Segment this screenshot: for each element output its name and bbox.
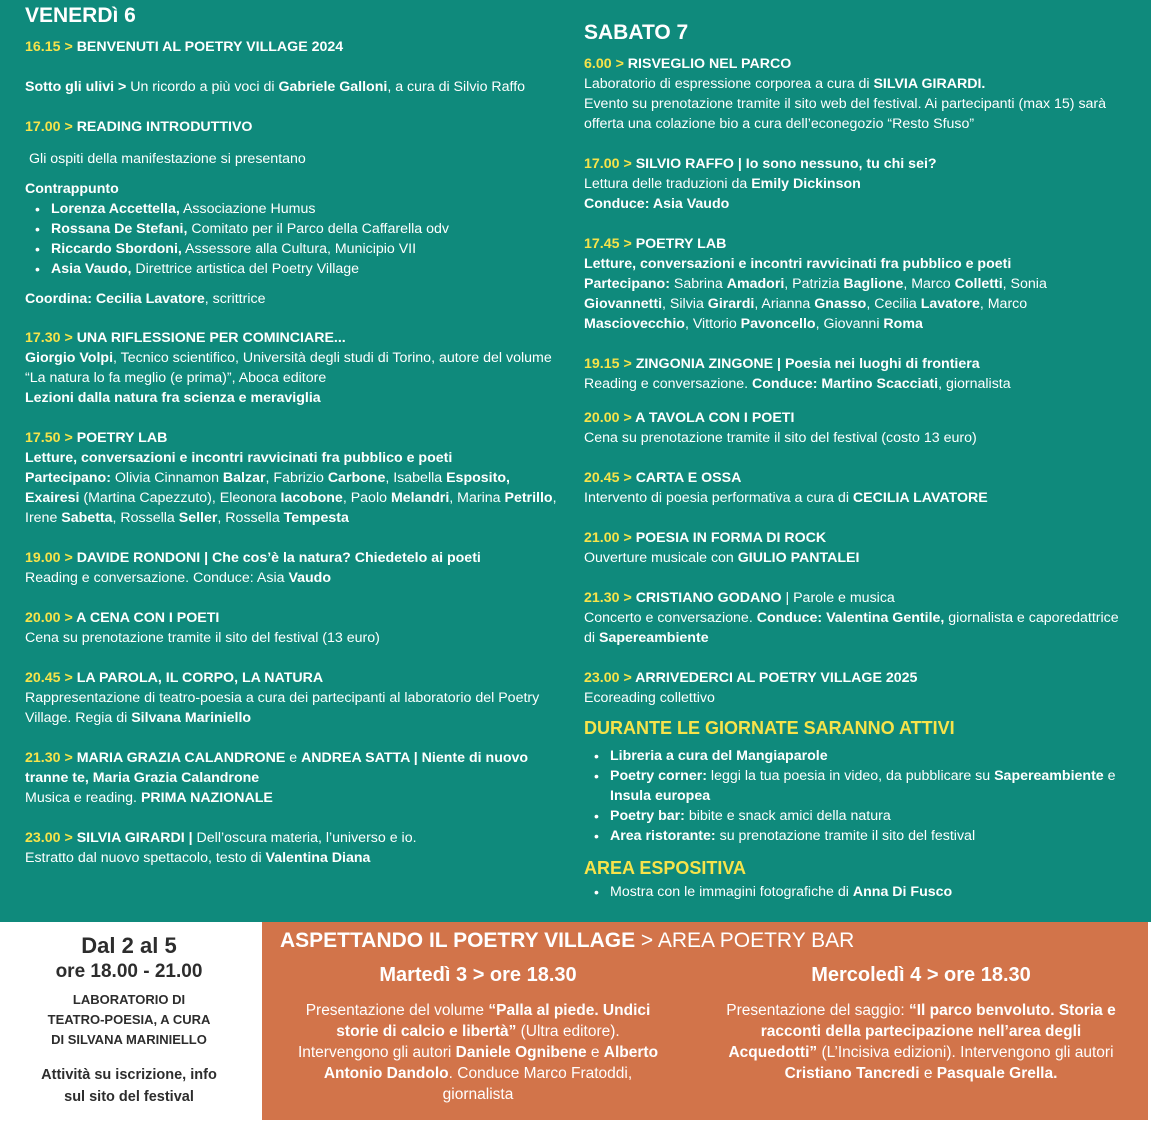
event-text: Cena su prenotazione tramite il sito del festival (costo 13 euro) — [584, 430, 977, 446]
friday-event-2: Sotto gli ulivi > Un ricordo a più voci di Gabriele Galloni, a cura di Silvio Raffo — [25, 79, 526, 95]
event-text: Dell’oscura materia, l’universo e io. — [192, 830, 417, 846]
event-text: Rappresentazione di teatro-poesia a cura dei partecipanti al laboratorio del Poetry Village. Regia di — [25, 690, 540, 726]
name: Girardi — [707, 296, 755, 312]
expo-title: AREA ESPOSITIVA — [584, 858, 747, 878]
friday-event-3: 17.00 > READING INTRODUTTIVO Gli ospiti della manifestazione si presentano Contrappunto • Lorenza Accettella, Associazione Humus • Rossana De Stefani, Comitato per il Parco della Caffarella odv • Riccardo Sbordoni, Assessore alla Cultura, Municipio VII • Asia Vaudo, Direttrice artistica del Poetry Village Coordina: Cecilia Lavatore, scrittrice — [25, 117, 560, 309]
event-text: Laboratorio di espressione corporea a cura di — [584, 76, 874, 92]
event-title: SILVIO RAFFO | Io sono nessuno, tu chi sei? — [635, 156, 937, 172]
text: , Marina — [449, 490, 505, 506]
workshop-dates: Dal 2 al 5 — [81, 933, 177, 958]
name: Iacobone — [280, 490, 343, 506]
event-person: Giorgio Volpi — [25, 350, 114, 366]
active-title: DURANTE LE GIORNATE SARANNO ATTIVI — [584, 718, 955, 738]
name: Tempesta — [283, 510, 349, 526]
event-person: CECILIA LAVATORE — [852, 490, 988, 506]
event-title: CRISTIANO GODANO — [635, 590, 782, 606]
event-text: Un ricordo a più voci di — [130, 79, 275, 95]
event-title: DAVIDE RONDONI | Che cos’è la natura? Chiedetelo ai poeti — [76, 550, 481, 566]
name: Gnasso — [814, 296, 867, 312]
saturday-event-6: 20.45 > CARTA E OSSA Intervento di poesia performativa a cura di CECILIA LAVATORE — [584, 470, 988, 506]
name: Amadori — [726, 276, 785, 292]
event-person: Gabriele Galloni — [278, 79, 388, 95]
saturday-event-4: 19.15 > ZINGONIA ZINGONE | Poesia nei luoghi di frontiera Reading e conversazione. Conduce: Martino Scacciati, giornalista — [584, 356, 1011, 392]
friday-event-6: 19.00 > DAVIDE RONDONI | Che cos’è la natura? Chiedetelo ai poeti Reading e conversazione. Conduce: Asia Vaudo — [25, 550, 481, 586]
list-item — [33, 259, 560, 279]
label: Partecipano: — [584, 276, 670, 292]
name: Petrillo — [504, 490, 553, 506]
name: Carbone — [327, 470, 386, 486]
event-time: 17.45 — [584, 236, 620, 252]
event-time: 17.00 — [25, 119, 61, 135]
text: (Martina Capezzuto), Eleonora — [79, 490, 281, 506]
event-title: POESIA IN FORMA DI ROCK — [635, 530, 827, 546]
list-item — [33, 219, 560, 239]
event-text: Lettura delle traduzioni da — [584, 176, 752, 192]
event-text: , a cura di Silvio Raffo — [387, 79, 526, 95]
saturday-event-1: 6.00 > RISVEGLIO NEL PARCO Laboratorio di espressione corporea a cura di SILVIA GIRARDI. Evento su prenotazione tramite il sito web del festival. Ai partecipanti (max 15) sarà offerta una colazione bio a cura dell’econegozio “Resto Sfuso” — [584, 54, 1129, 134]
name: Lavatore — [920, 296, 980, 312]
text: , Paolo — [342, 490, 391, 506]
event-text: , Tecnico scientifico, Università degli studi di Torino, autore del volume “La natura lo fa meglio (e prima)”, Aboca editore — [25, 350, 552, 386]
workshop-box — [0, 922, 258, 1124]
text: Presentazione del volume — [305, 1002, 489, 1019]
event-text: e — [285, 750, 302, 766]
item-text: Mostra con le immagini fotografiche di — [610, 884, 853, 900]
name: Masciovecchio — [584, 316, 685, 332]
title-main: ASPETTANDO IL POETRY VILLAGE — [280, 929, 636, 952]
text: , Arianna — [754, 296, 815, 312]
friday-title: VENERDì 6 — [25, 4, 136, 27]
text: e — [919, 1065, 937, 1082]
text: , Silvia — [662, 296, 708, 312]
event-title: SILVIA GIRARDI | — [76, 830, 193, 846]
text: , Marco — [903, 276, 955, 292]
name: Sabetta — [61, 510, 113, 526]
event-text: Intervento di poesia performativa a cura di — [584, 490, 853, 506]
event-subtitle: Letture, conversazioni e incontri ravvicinati fra pubblico e poeti — [584, 256, 1012, 272]
event-person: GIULIO PANTALEI — [737, 550, 860, 566]
item-label: Area ristorante: — [610, 828, 716, 844]
item-label: Anna Di Fusco — [852, 884, 953, 900]
event-desc — [290, 1000, 666, 1105]
event-time: 20.45 — [584, 470, 620, 486]
event-time: 17.00 — [584, 156, 620, 172]
event-host: Conduce: Martino Scacciati — [752, 376, 939, 392]
event-text: Reading e conversazione. — [584, 376, 752, 392]
item-text: su prenotazione tramite il sito del festival — [715, 828, 976, 844]
workshop-desc — [0, 990, 258, 1050]
friday-event-4: 17.30 > UNA RIFLESSIONE PER COMINCIARE... Giorgio Volpi, Tecnico scientifico, Università degli studi di Torino, autore del volume “La natura lo fa meglio (e prima)”, Aboca editore Lezioni dalla natura fra scienza e meraviglia — [25, 330, 552, 406]
event-title: LA PAROLA, IL CORPO, LA NATURA — [76, 670, 324, 686]
book-title: “Il parco benvoluto. Storia e racconti della partecipazione nell’area degli Acquedotti” — [728, 1002, 1116, 1061]
friday-event-1: 16.15 > BENVENUTI AL POETRY VILLAGE 2024 — [25, 39, 344, 55]
label: Partecipano: — [25, 470, 111, 486]
event-text: , giornalista — [938, 376, 1011, 392]
list-item — [592, 806, 1129, 826]
event-text: Ecoreading collettivo — [584, 690, 715, 706]
event-badge: PRIMA NAZIONALE — [140, 790, 273, 806]
author: Alberto Antonio Dandolo — [323, 1044, 659, 1082]
author: Daniele Ognibene — [455, 1044, 587, 1061]
list-item — [33, 199, 560, 219]
event-time: 20.00 — [25, 610, 61, 626]
event-date: Martedì 3 > ore 18.30 — [379, 964, 577, 986]
event-host: Conduce: Asia Vaudo — [584, 196, 730, 212]
list-item — [33, 239, 560, 259]
workshop-note-line: sul sito del festival — [64, 1089, 194, 1105]
workshop-desc-line: LABORATORIO DI — [72, 992, 186, 1007]
workshop-desc-line: DI SILVANA MARINIELLO — [51, 1032, 207, 1047]
author: Cristiano Tancredi — [784, 1065, 920, 1082]
event-title: A CENA CON I POETI — [76, 610, 220, 626]
event-title: UNA RIFLESSIONE PER COMINCIARE... — [76, 330, 346, 346]
name: Colletti — [954, 276, 1003, 292]
saturday-event-8: 21.30 > CRISTIANO GODANO | Parole e musica Concerto e conversazione. Conduce: Valentina Gentile, giornalista e caporedattrice di Sapereambiente — [584, 590, 1119, 646]
event-text: | Parole e musica — [781, 590, 895, 606]
workshop-note — [0, 1064, 258, 1108]
workshop-hours: ore 18.00 - 21.00 — [55, 961, 203, 982]
event-text: Evento su prenotazione tramite il sito web del festival. Ai partecipanti (max 15) sarà offerta una colazione bio a cura dell’econegozio “Resto Sfuso” — [584, 96, 1107, 132]
event-text: giornalista e caporedattrice di — [584, 610, 1119, 646]
item-label: Libreria a cura del Mangiaparole — [610, 748, 828, 764]
text: , Isabella — [385, 470, 447, 486]
person-name: Asia Vaudo, — [51, 261, 132, 277]
workshop-desc-line: TEATRO-POESIA, A CURA — [47, 1012, 211, 1027]
poetry-bar-box — [262, 922, 1148, 1120]
person-name: Riccardo Sbordoni, — [51, 241, 182, 257]
saturday-event-5: 20.00 > A TAVOLA CON I POETI Cena su prenotazione tramite il sito del festival (costo 13 euro) — [584, 408, 1129, 448]
text: e — [586, 1044, 604, 1061]
event-text: Gli ospiti della manifestazione si presentano — [29, 151, 306, 167]
event-title: POETRY LAB — [635, 236, 727, 252]
person-role: Direttrice artistica del Poetry Village — [135, 261, 360, 277]
saturday-event-9: 23.00 > ARRIVEDERCI AL POETRY VILLAGE 2025 Ecoreading collettivo — [584, 668, 1129, 708]
name: Melandri — [390, 490, 450, 506]
event-title: ANDREA SATTA | Niente di nuovo tranne te, Maria Grazia Calandrone — [25, 750, 529, 786]
event-desc — [718, 1000, 1124, 1084]
item-text: bibite e snack amici della natura — [684, 808, 891, 824]
list-item — [592, 826, 1129, 846]
event-time: 21.30 — [584, 590, 620, 606]
event-time: 6.00 — [584, 56, 612, 72]
item-text: leggi la tua poesia in video, da pubblicare su — [706, 768, 995, 784]
event-org: Sapereambiente — [598, 630, 709, 646]
event-time: 20.00 — [584, 410, 620, 426]
event-title: MARIA GRAZIA CALANDRONE — [76, 750, 286, 766]
author: Pasquale Grella. — [936, 1065, 1058, 1082]
friday-event-9: 21.30 > MARIA GRAZIA CALANDRONE e ANDREA SATTA | Niente di nuovo tranne te, Maria Grazia Calandrone Musica e reading. PRIMA NAZIONALE — [25, 750, 529, 806]
saturday-title: SABATO 7 — [584, 21, 689, 44]
text: , Irene — [25, 490, 557, 526]
expo-list — [592, 882, 1129, 902]
saturday-event-7: 21.00 > POESIA IN FORMA DI ROCK Ouverture musicale con GIULIO PANTALEI — [584, 530, 860, 566]
title-sub: > AREA POETRY BAR — [635, 929, 855, 952]
event-title: Sotto gli ulivi — [25, 79, 115, 95]
friday-event-8: 20.45 > LA PAROLA, IL CORPO, LA NATURA Rappresentazione di teatro-poesia a cura dei partecipanti al laboratorio del Poetry Village. Regia di Silvana Mariniello — [25, 670, 540, 726]
active-list — [592, 746, 1129, 846]
text: . Conduce Marco Fratoddi, giornalista — [442, 1065, 633, 1103]
event-title: RISVEGLIO NEL PARCO — [627, 56, 792, 72]
poetry-bar-event-2 — [718, 962, 1124, 1084]
event-title: POETRY LAB — [76, 430, 168, 446]
text: , Sonia — [1002, 276, 1047, 292]
event-date: Mercoledì 4 > ore 18.30 — [811, 964, 1031, 986]
saturday-column — [584, 0, 1129, 902]
event-time: 19.15 — [584, 356, 620, 372]
event-time: 21.30 — [25, 750, 61, 766]
person-role: Comitato per il Parco della Caffarella odv — [191, 221, 449, 237]
event-person: SILVIA GIRARDI. — [873, 76, 986, 92]
item-label: Insula europea — [610, 788, 711, 804]
name: Balzar — [222, 470, 266, 486]
event-title: BENVENUTI AL POETRY VILLAGE 2024 — [76, 39, 344, 55]
item-label: Poetry corner: — [610, 768, 707, 784]
name: Giovannetti — [584, 296, 663, 312]
friday-column — [25, 0, 560, 868]
text: , Rossella — [112, 510, 179, 526]
friday-event-7: 20.00 > A CENA CON I POETI Cena su prenotazione tramite il sito del festival (13 euro) — [25, 608, 560, 648]
list-item — [592, 766, 1129, 806]
coordinator-role: , scrittrice — [204, 291, 266, 307]
event-text: Estratto dal nuovo spettacolo, testo di — [25, 850, 266, 866]
event-time: 17.50 — [25, 430, 61, 446]
friday-event-5: 17.50 > POETRY LAB Letture, conversazioni e incontri ravvicinati fra pubblico e poeti Partecipano: Olivia Cinnamon Balzar, Fabrizio Carbone, Isabella Esposito, Exairesi (Martina Capezzuto), Eleonora Iacobone, Paolo Melandri, Marina Petrillo, Irene Sabetta, Rossella Seller, Rossella Tempesta — [25, 428, 560, 528]
participants — [584, 274, 1129, 334]
contrappunto-title: Contrappunto — [25, 181, 119, 197]
name: Esposito, Exairesi — [25, 470, 510, 506]
saturday-event-2: 17.00 > SILVIO RAFFO | Io sono nessuno, tu chi sei? Lettura delle traduzioni da Emily Dickinson Conduce: Asia Vaudo — [584, 156, 937, 212]
event-text: Concerto e conversazione. — [584, 610, 757, 626]
text: Olivia Cinnamon — [110, 470, 223, 486]
poetry-bar-event-1 — [290, 962, 666, 1105]
event-text: Reading e conversazione. Conduce: Asia — [25, 570, 289, 586]
event-time: 23.00 — [25, 830, 61, 846]
text: , Vittorio — [684, 316, 741, 332]
event-time: 16.15 — [25, 39, 61, 55]
item-label: Sapereambiente — [994, 768, 1104, 784]
event-subtitle: Letture, conversazioni e incontri ravvicinati fra pubblico e poeti — [25, 450, 453, 466]
event-title: ZINGONIA ZINGONE | Poesia nei luoghi di frontiera — [635, 356, 980, 372]
coordinator-label: Coordina: Cecilia Lavatore — [25, 291, 205, 307]
text: , Cecilia — [866, 296, 921, 312]
poetry-bar-title — [280, 928, 854, 954]
event-person: Silvana Mariniello — [131, 710, 252, 726]
workshop-note-line: Attività su iscrizione, info — [41, 1067, 217, 1083]
text: , Fabrizio — [265, 470, 328, 486]
event-person: Valentina Diana — [265, 850, 371, 866]
person-name: Lorenza Accettella, — [51, 201, 180, 217]
list-item — [592, 746, 1129, 766]
event-time: 20.45 — [25, 670, 61, 686]
book-title: “Palla al piede. Undici storie di calcio e libertà” — [336, 1002, 651, 1040]
event-title: READING INTRODUTTIVO — [76, 119, 253, 135]
item-text: e — [1103, 768, 1116, 784]
event-title: ARRIVEDERCI AL POETRY VILLAGE 2025 — [635, 670, 918, 686]
participants — [25, 468, 560, 528]
event-time: 19.00 — [25, 550, 61, 566]
event-time: 23.00 — [584, 670, 620, 686]
name: Seller — [178, 510, 218, 526]
event-host: Conduce: Valentina Gentile, — [756, 610, 945, 626]
event-title: CARTA E OSSA — [635, 470, 742, 486]
item-label: Poetry bar: — [610, 808, 685, 824]
text: Presentazione del saggio: — [726, 1002, 909, 1019]
text: , Rossella — [217, 510, 284, 526]
person-role: Associazione Humus — [182, 201, 316, 217]
event-subtitle: Lezioni dalla natura fra scienza e meraviglia — [25, 390, 321, 406]
event-time: 21.00 — [584, 530, 620, 546]
event-text: Cena su prenotazione tramite il sito del festival (13 euro) — [25, 630, 380, 646]
name: Pavoncello — [740, 316, 816, 332]
text: Sabrina — [669, 276, 727, 292]
text: , Patrizia — [784, 276, 844, 292]
person-name: Rossana De Stefani, — [51, 221, 188, 237]
text: (L’Incisiva edizioni). Intervengono gli autori — [817, 1044, 1114, 1061]
event-title: A TAVOLA CON I POETI — [635, 410, 795, 426]
name: Baglione — [843, 276, 904, 292]
text: , Marco — [979, 296, 1028, 312]
event-person: Vaudo — [288, 570, 332, 586]
event-time: 17.30 — [25, 330, 61, 346]
contrappunto-list — [33, 199, 560, 279]
person-role: Assessore alla Cultura, Municipio VII — [185, 241, 417, 257]
text: , Giovanni — [815, 316, 884, 332]
friday-event-10: 23.00 > SILVIA GIRARDI | Dell’oscura materia, l’universo e io. Estratto dal nuovo spettacolo, testo di Valentina Diana — [25, 830, 417, 866]
event-text: Ouverture musicale con — [584, 550, 738, 566]
name: Roma — [883, 316, 923, 332]
list-item — [592, 882, 1129, 902]
event-text: Musica e reading. — [25, 790, 141, 806]
event-person: Emily Dickinson — [751, 176, 861, 192]
saturday-event-3: 17.45 > POETRY LAB Letture, conversazioni e incontri ravvicinati fra pubblico e poeti Partecipano: Sabrina Amadori, Patrizia Baglione, Marco Colletti, Sonia Giovannetti, Silvia Girardi, Arianna Gnasso, Cecilia Lavatore, Marco Masciovecchio, Vittorio Pavoncello, Giovanni Roma — [584, 234, 1129, 334]
text: (Ultra editore). Intervengono gli autori — [297, 1023, 620, 1061]
